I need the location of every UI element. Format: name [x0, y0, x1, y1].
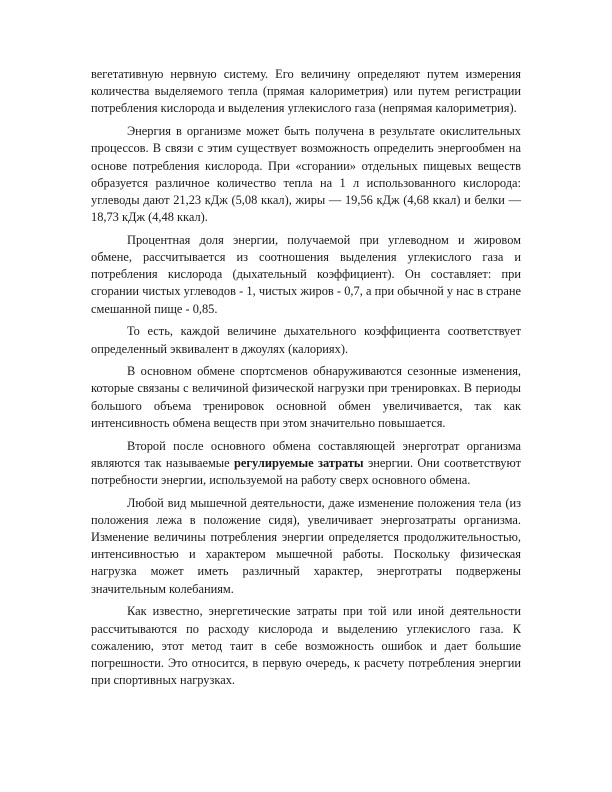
paragraph-2: Энергия в организме может быть получена в результате окислительных процессов. В связи с этим существует возможность определить энергообмен на основе потребления кислорода. При «сгорании» отдельных пищевых веществ образуется различное количество тепла на 1 л использованного кислорода: углеводы дают 21,23 кДж (5,08 ккал), жиры — 19,56 кДж (4,68 ккал) и белки — 18,73 кДж (4,48 ккал). [91, 124, 521, 225]
paragraph-6-text-before: Второй после основного обмена составляющей энерготрат организма являются так называемые [91, 438, 521, 470]
paragraph-8: Как известно, энергетические затраты при той или иной деятельности рассчитываются по расходу кислорода и выделению углекислого газа. К сожалению, этот метод таит в себе возможность ошибок и дает большие погрешности. Это относится, в первую очередь, к расчету потребления энергии при спортивных нагрузках. [91, 604, 521, 688]
paragraph-4: То есть, каждой величине дыхательного коэффициента соответствует определенный эквивалент в джоулях (калориях). [91, 324, 521, 356]
paragraph-7: Любой вид мышечной деятельности, даже изменение положения тела (из положения лежа в положение сидя), увеличивает энергозатраты организма. Изменение величины потребления энергии определяется продолжительностью, интенсивностью и характером мышечной работы. Поскольку физическая нагрузка может иметь различный характер, энерготраты подвержены значительным колебаниям. [91, 495, 521, 596]
document-page [91, 66, 521, 695]
paragraph-6 [91, 438, 521, 490]
paragraph-6-bold-term: регулируемые затраты [233, 455, 364, 470]
paragraph-5: В основном обмене спортсменов обнаруживаются сезонные изменения, которые связаны с величиной физической нагрузки при тренировках. В периоды большого объема тренировок основной обмен увеличивается, так как интенсивность обмена веществ при этом значительно повышается. [91, 364, 521, 430]
paragraph-1: вегетативную нервную систему. Его величину определяют путем измерения количества выделяемого тепла (прямая калориметрия) или путем регистрации потребления кислорода и выделения углекислого газа (непрямая калориметрия). [91, 67, 521, 116]
paragraph-6-text-after: энергии. Они соответствуют потребности энергии, используемой на работу сверх основного обмена. [91, 455, 521, 487]
paragraph-3: Процентная доля энергии, получаемой при углеводном и жировом обмене, рассчитывается из соотношения выделения углекислого газа и потребления кислорода (дыхательный коэффициент). Он составляет: при сгорании чистых углеводов - 1, чистых жиров - 0,7, а при обычной у нас в стране смешанной пище - 0,85. [91, 232, 521, 316]
